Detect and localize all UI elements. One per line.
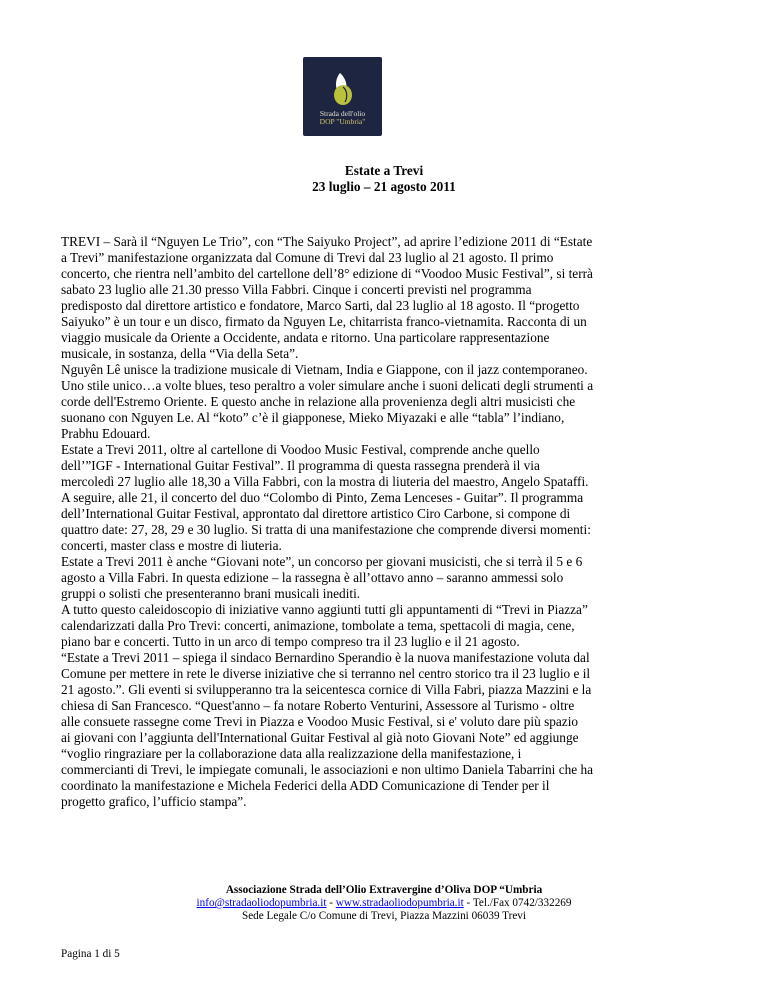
body-line: a Trevi” manifestazione organizzata dal Comune di Trevi dal 23 luglio al 21 agosto. Il primo: [61, 250, 554, 265]
body-line: Uno stile unico…a volte blues, teso peraltro a voler simulare anche i suoni delicati degli strumenti a: [61, 378, 594, 393]
body-line: A seguire, alle 21, il concerto del duo “Colombo di Pinto, Zema Lenceses - Guitar”. Il programma: [61, 490, 584, 505]
body-line: chiesa di San Francesco. “Quest'anno – fa notare Roberto Venturini, Assessore al Turismo - oltre: [61, 698, 575, 713]
body-line: sabato 23 luglio alle 21.30 presso Villa Fabbri. Cinque i concerti previsti nel programma: [61, 282, 532, 297]
body-line: 21 agosto.”. Gli eventi si svilupperanno tra la seicentesca cornice di Villa Fabri, piazza Mazzini e la: [61, 682, 592, 697]
body-line: quattro date: 27, 28, 29 e 30 luglio. Si tratta di una manifestazione che comprende diversi momenti:: [61, 522, 591, 537]
body-line: Estate a Trevi 2011 è anche “Giovani note”, un concorso per giovani musicisti, che si terrà il 5 e 6: [61, 554, 583, 569]
footer-association: Associazione Strada dell’Olio Extravergine d’Oliva DOP “Umbria: [225, 884, 543, 896]
body-line: concerti, master class e mostre di liuteria.: [61, 538, 282, 553]
page-footer: [0, 884, 768, 923]
body-line: A tutto questo caleidoscopio di iniziative vanno aggiunti tutti gli appuntamenti di “Trevi in Piazza”: [61, 602, 588, 617]
body-line: calendarizzati dalla Pro Trevi: concerti, animazione, tombolate a tema, spettacoli di magia, cene,: [61, 618, 575, 633]
body-line: progetto grafico, l’ufficio stampa”.: [61, 794, 247, 809]
body-line: Nguyên Lê unisce la tradizione musicale di Vietnam, India e Giappone, con il jazz contemporaneo.: [61, 362, 588, 377]
body-line: gruppi o solisti che presenteranno brani musicali inediti.: [61, 586, 361, 601]
body-line: musicale, in sostanza, della “Via della Seta”.: [61, 346, 299, 361]
document-title: Estate a Trevi: [344, 163, 424, 178]
strada-olio-logo: [303, 57, 382, 136]
body-line: “Estate a Trevi 2011 – spiega il sindaco Bernardino Sperandio è la nuova manifestazione voluta dal: [61, 650, 590, 665]
body-line: corde dell'Estremo Oriente. E questo anche in relazione alla provenienza degli altri musicisti che: [61, 394, 576, 409]
document-subtitle-dates: 23 luglio – 21 agosto 2011: [312, 179, 456, 194]
footer-email-link[interactable]: info@stradaoliodopumbria.it: [196, 897, 327, 909]
body-line: suonano con Nguyen Le. Al “koto” c’è il giapponese, Mieko Miyazaki e alle “tabla” l’indiano,: [61, 410, 565, 425]
footer-contacts: [0, 897, 768, 910]
body-line: agosto a Villa Fabri. In questa edizione – la rassegna è all’ottavo anno – saranno ammessi solo: [61, 570, 564, 585]
footer-separator: -: [326, 897, 336, 909]
body-line: Estate a Trevi 2011, oltre al cartellone di Voodoo Music Festival, comprende anche quello: [61, 442, 540, 457]
body-line: predisposto dal direttore artistico e fondatore, Marco Sarti, dal 23 luglio al 18 agosto. Il “progetto: [61, 298, 580, 313]
logo-text-line1: Strada dell'olio: [319, 109, 366, 118]
footer-phone: - Tel./Fax 0742/332269: [463, 897, 572, 909]
body-line: Comune per mettere in rete le diverse iniziative che si terranno nel centro storico tra il 23 luglio e il: [61, 666, 591, 681]
body-line: “voglio ringraziare per la collaborazione data alla realizzazione della manifestazione, i: [61, 746, 522, 761]
footer-website-link[interactable]: www.stradaoliodopumbria.it: [335, 897, 464, 909]
body-line: dell’International Guitar Festival, approntato dal direttore artistico Ciro Carbone, si compone di: [61, 506, 571, 521]
body-line: coordinato la manifestazione e Michela Federici della ADD Comunicazione di Tender per il: [61, 778, 550, 793]
body-line: viaggio musicale da Oriente a Occidente, andata e ritorno. Una particolare rappresentazione: [61, 330, 550, 345]
body-line: Saiyuko” è un tour e un disco, firmato da Nguyen Le, chitarrista franco-vietnamita. Racconta di un: [61, 314, 587, 329]
body-line: piano bar e concerti. Tutto in un arco di tempo compreso tra il 23 luglio e il 21 agosto.: [61, 634, 520, 649]
body-line: Prabhu Edouard.: [61, 426, 151, 441]
page-number: Pagina 1 di 5: [61, 948, 120, 960]
article-body: [61, 234, 741, 810]
body-line: dell’”IGF - International Guitar Festival”. Il programma di questa rassegna prenderà il via: [61, 458, 540, 473]
body-line: mercoledì 27 luglio alle 18,30 a Villa Fabbri, con la mostra di liuteria del maestro, Angelo Spataffi.: [61, 474, 589, 489]
body-line: alle consuete rassegne come Trevi in Piazza e Voodoo Music Festival, si e' voluto dare più spazio: [61, 714, 579, 729]
body-line: TREVI – Sarà il “Nguyen Le Trio”, con “The Saiyuko Project”, ad aprire l’edizione 2011 di “Estate: [61, 234, 593, 249]
body-line: ai giovani con l’aggiunta dell'International Guitar Festival al già noto Giovani Note” ed aggiunge: [61, 730, 579, 745]
body-line: concerto, che rientra nell’ambito del cartellone dell’8° edizione di “Voodoo Music Festival”, si terrà: [61, 266, 593, 281]
logo-text-line2: DOP "Umbria": [319, 117, 366, 126]
body-line: commercianti di Trevi, le impiegate comunali, le associazioni e non ultimo Daniela Tabarrini che ha: [61, 762, 594, 777]
footer-address: Sede Legale C/o Comune di Trevi, Piazza Mazzini 06039 Trevi: [241, 910, 526, 922]
